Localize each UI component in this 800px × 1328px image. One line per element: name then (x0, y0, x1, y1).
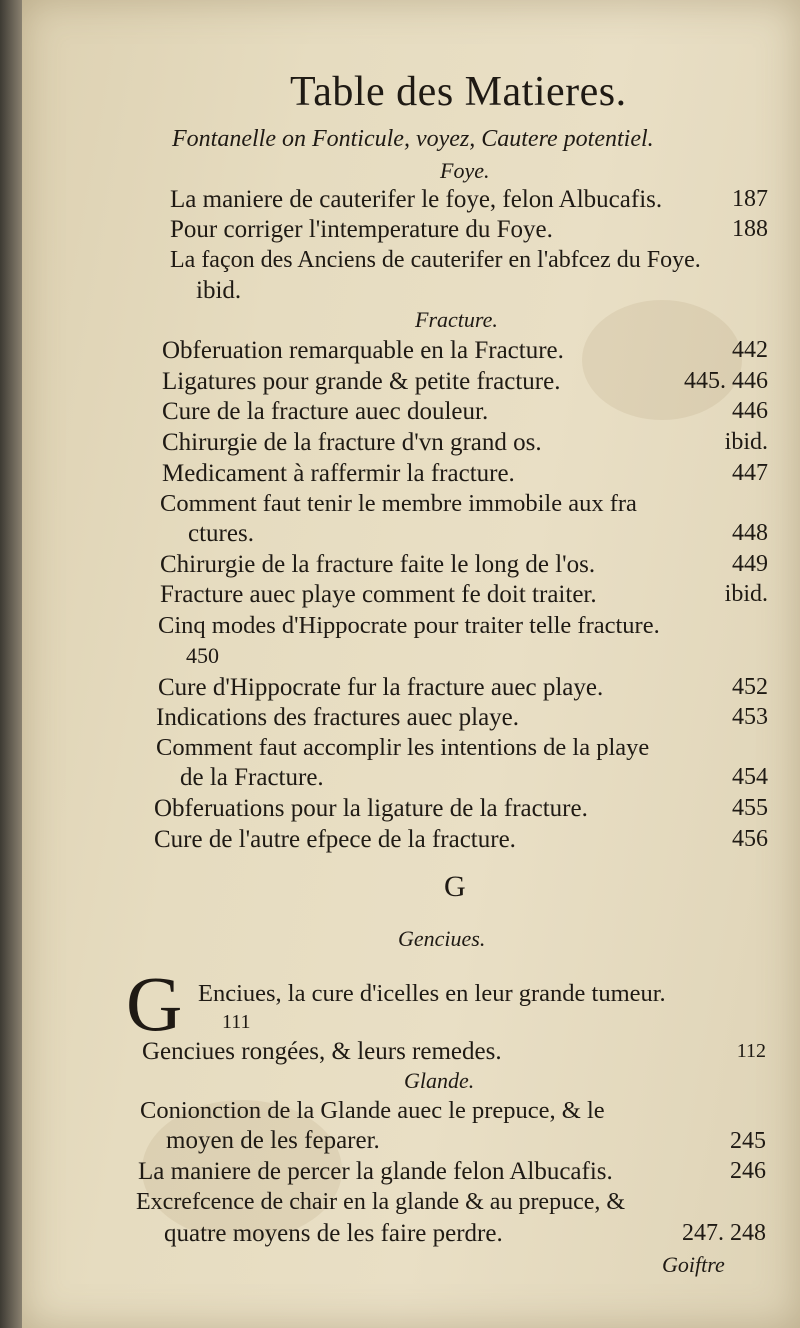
entry-text: Cure de la fracture auec douleur. (162, 398, 489, 425)
section-heading-genciues: Genciues. (398, 926, 486, 951)
entry-text: Chirurgie de la fracture faite le long de l'os. (160, 551, 596, 578)
entry-continuation: 111 (222, 1011, 251, 1033)
entry-page: 449 (732, 551, 768, 577)
entry-page: ibid. (724, 581, 768, 607)
entry-page: 187 (732, 186, 768, 212)
entry-page: 247. 248 (682, 1220, 766, 1246)
entry-page: 442 (732, 337, 768, 363)
entry-text: Chirurgie de la fracture d'vn grand os. (162, 429, 542, 456)
entry-page: 246 (730, 1158, 766, 1184)
catchword: Goiftre (662, 1252, 725, 1277)
entry-text: Ligatures pour grande & petite fracture. (162, 368, 561, 395)
entry-continuation: de la Fracture. (180, 764, 324, 791)
section-heading-fracture: Fracture. (415, 307, 498, 332)
entry-page: 453 (732, 704, 768, 730)
entry-continuation: quatre moyens de les faire perdre. (164, 1220, 503, 1247)
entry-page: 448 (732, 520, 768, 546)
entry-text: La maniere de cauterifer le foye, felon Albucafis. (170, 186, 663, 213)
page-title: Table des Matieres. (290, 69, 627, 115)
entry-text: La façon des Anciens de cauterifer en l'abfcez du Foye. (170, 247, 701, 273)
entry-text: Obferuation remarquable en la Fracture. (162, 337, 564, 364)
letter-heading: G (444, 870, 466, 903)
section-heading-glande: Glande. (404, 1068, 475, 1093)
entry-text: La maniere de percer la glande felon Albucafis. (138, 1158, 613, 1185)
entry-text: Pour corriger l'intemperature du Foye. (170, 216, 553, 243)
entry-text: Conionction de la Glande auec le prepuce, & le (140, 1097, 605, 1124)
entry-text: Medicament à raffermir la fracture. (162, 460, 515, 487)
entry-text: Indications des fractures auec playe. (156, 704, 520, 731)
entry-continuation: moyen de les feparer. (166, 1127, 380, 1154)
entry-continuation: 450 (186, 643, 219, 668)
entry-text: Fracture auec playe comment fe doit traiter. (160, 581, 597, 608)
entry-text: Comment faut tenir le membre immobile aux fra (160, 490, 637, 517)
entry-page: ibid. (724, 429, 768, 455)
entry-page: 447 (732, 460, 768, 486)
entry-continuation: ibid. (196, 277, 242, 304)
entry-page: 446 (732, 398, 768, 424)
entry-text: Comment faut accomplir les intentions de la playe (156, 734, 650, 761)
entry-text: Genciues rongées, & leurs remedes. (142, 1038, 502, 1065)
entry-page: 456 (732, 826, 768, 852)
entry-continuation: ctures. (188, 520, 254, 547)
entry-text: Cinq modes d'Hippocrate pour traiter telle fracture. (158, 612, 660, 639)
drop-cap: G (126, 960, 183, 1047)
section-heading-foye: Foye. (440, 158, 490, 183)
entry-page: 454 (732, 764, 768, 790)
entry-text: Excrefcence de chair en la glande & au prepuce, & (136, 1189, 626, 1215)
entry-page: 245 (730, 1128, 766, 1154)
entry-page: 188 (732, 216, 768, 242)
entry-page: 455 (732, 795, 768, 821)
cross-reference: Fontanelle on Fonticule, voyez, Cautere potentiel. (172, 126, 654, 152)
entry-text: Enciues, la cure d'icelles en leur grande tumeur. (198, 980, 666, 1007)
entry-text: Obferuations pour la ligature de la fracture. (154, 795, 588, 822)
entry-page: 112 (736, 1040, 766, 1062)
entry-text: Cure d'Hippocrate fur la fracture auec playe. (158, 674, 604, 701)
entry-page: 452 (732, 674, 768, 700)
entry-page: 445. 446 (684, 368, 768, 394)
entry-text: Cure de l'autre efpece de la fracture. (154, 826, 516, 853)
